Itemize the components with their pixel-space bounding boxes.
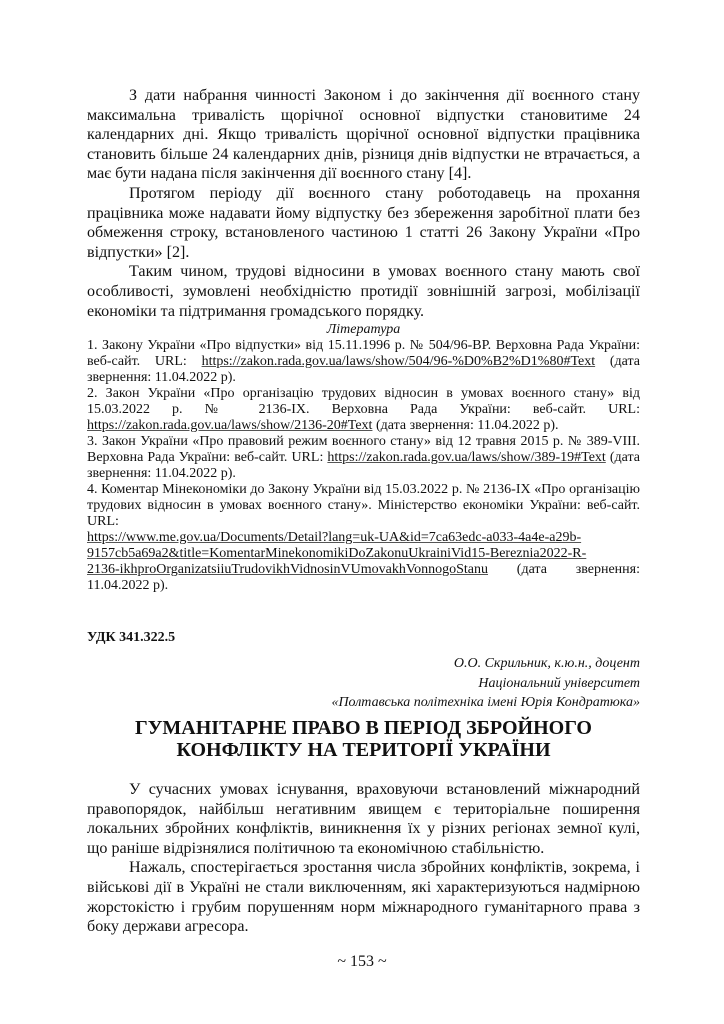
reference-text: 2. Закон України «Про організацію трудових відносин в умовах воєнного стану» від 15.03.2022 р. № 2136-ІХ. Верховна Рада України: веб-сайт. URL: <box>87 386 640 418</box>
reference-link[interactable]: https://zakon.rada.gov.ua/laws/show/2136-20#Text <box>87 418 373 434</box>
title-line: КОНФЛІКТУ НА ТЕРИТОРІЇ УКРАЇНИ <box>176 739 551 761</box>
udk-code: УДК 341.322.5 <box>87 630 176 645</box>
reference-item <box>87 434 640 482</box>
reference-text: 4. Коментар Мінекономіки до Закону України від 15.03.2022 р. № 2136-ІХ «Про організацію трудових відносин в умовах воєнного стану». Міністерство економіки України: веб-сайт. URL: <box>87 482 640 530</box>
reference-access-date: (дата звернення: 11.04.2022 р). <box>87 354 641 386</box>
reference-access-date: (дата звернення: 11.04.2022 р). <box>87 562 640 594</box>
paragraph: З дати набрання чинності Законом і до закінчення дії воєнного стану максимальна тривалість щорічної основної відпустки становитиме 24 календарних дні. Якщо тривалість щорічної основної відпустки працівника становить більше 24 календарних днів, різниця днів відпустки не втрачається, а має бути надана після закінчення дії воєнного стану [4]. <box>87 87 640 183</box>
reference-text: 3. Закон України «Про правовий режим воєнного стану» від 12 травня 2015 р. № 389-VIII. Верховна Рада України: веб-сайт. URL: <box>87 434 640 466</box>
reference-link[interactable]: https://zakon.rada.gov.ua/laws/show/389-19#Text <box>327 450 606 466</box>
references-list <box>87 338 640 594</box>
previous-article-section <box>87 86 640 594</box>
reference-link-line: 9157cb5a69a2&title=KomentarMinekonomikiDoZakonuUkrainiVid15-Bereznia2022-R- <box>87 546 587 562</box>
page-number: ~ 153 ~ <box>337 953 387 970</box>
reference-link[interactable]: https://zakon.rada.gov.ua/laws/show/504/96-%D0%B2%D1%80#Text <box>201 354 596 370</box>
author-name: О.О. Скрильник, к.ю.н., доцент <box>453 656 640 671</box>
reference-item <box>87 482 640 594</box>
reference-link-line: 2136-ikhproOrganizatsiiuTrudovikhVidnosinVUmovakhVonnogoStanu <box>87 562 489 578</box>
article-title <box>87 717 640 761</box>
reference-access-date: (дата звернення: 11.04.2022 р). <box>87 450 640 482</box>
reference-item <box>87 338 640 386</box>
author-affiliation: «Полтавська політехніка імені Юрія Кондратюка» <box>331 695 640 710</box>
article-body <box>87 780 640 937</box>
literature-heading: Література <box>326 322 401 338</box>
paragraph: Протягом періоду дії воєнного стану роботодавець на прохання працівника може надавати йому відпустку без збереження заробітної плати без обмеження строку, встановленого частиною 1 статті 26 Закону України «Про відпустки» [2]. <box>87 184 640 261</box>
paragraph: У сучасних умовах існування, враховуючи встановлений міжнародний правопорядок, найбільш негативним явищем є територіальне поширення локальних збройних конфліктів, виникнення їх у різних регіонах земної кулі, що раніше відрізнялися політичною та економічною стабільністю. <box>87 781 640 857</box>
reference-access-date: (дата звернення: 11.04.2022 р). <box>372 418 559 434</box>
author-block <box>331 654 640 713</box>
title-line: ГУМАНІТАРНЕ ПРАВО В ПЕРІОД ЗБРОЙНОГО <box>135 717 592 739</box>
reference-text: 1. Закону України «Про відпустки» від 15.11.1996 р. № 504/96-ВР. Верховна Рада України: веб-сайт. URL: <box>87 338 640 370</box>
paragraph: Нажаль, спостерігається зростання числа збройних конфліктів, зокрема, і військові дії в Україні не стали виключенням, які характеризуються надмірною жорстокістю і грубим порушенням норм міжнародного гуманітарного права з боку держави агресора. <box>87 859 640 936</box>
reference-link-line: https://www.me.gov.ua/Documents/Detail?lang=uk-UA&id=7ca63edc-a033-4a4e-a29b- <box>87 530 582 546</box>
paragraph: Таким чином, трудові відносини в умовах воєнного стану мають свої особливості, зумовлені необхідністю протидії зовнішній загрозі, мобілізації економіки та підтримання громадського порядку. <box>87 263 640 320</box>
author-affiliation: Національний університет <box>478 675 640 691</box>
reference-item <box>87 386 640 434</box>
